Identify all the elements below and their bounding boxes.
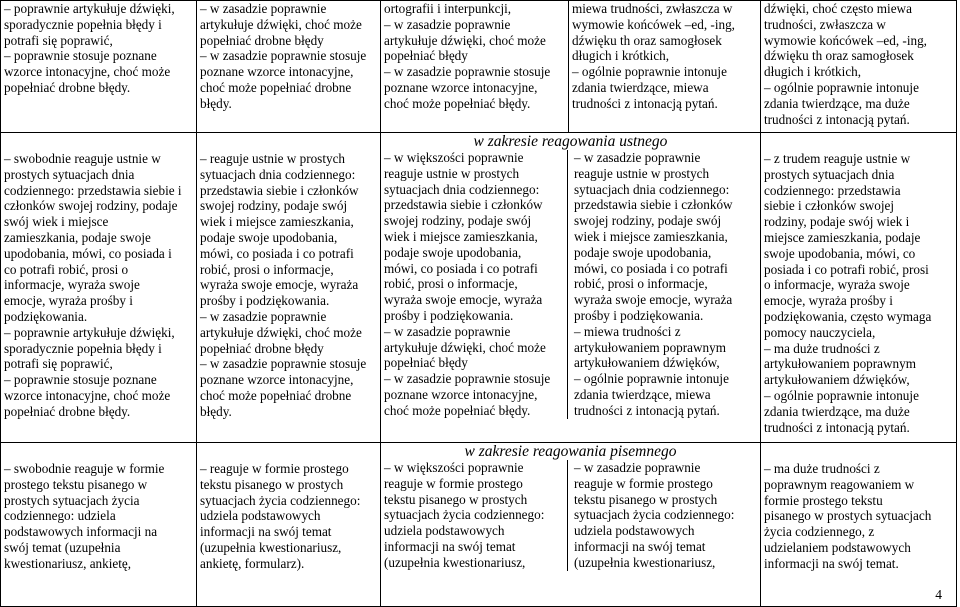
section-heading-writing: w zakresie reagowania pisemnego bbox=[464, 443, 677, 460]
cell-text: – ma duże trudności z poprawnym reagowaniem w formie prostego tekstu pisanego w prostych sytuacjach życia codziennego, z udzielaniem podstawowych informacji na swój temat. bbox=[764, 461, 932, 571]
table-cell-merged bbox=[381, 133, 761, 443]
cell-text: – swobodnie reaguje ustnie w prostych sytuacjach dnia codziennego: przedstawia siebie i członków swojej rodziny, podaje swój wiek i miejsce zamieszkania, podaje swoje upodobania, mówi, co posiada i co potrafi robić, prosi o informacje, wyraża swoje emocje, wyraża prośby i podziękowania. – poprawnie artykułuje dźwięki, sporadycznie popełnia błędy i potrafi się poprawić, – poprawnie stosuje poznane wzorce intonacyjne, choć może popełniać drobne błędy. bbox=[4, 151, 182, 419]
cell-text: – z trudem reaguje ustnie w prostych sytuacjach dnia codziennego: przedstawia siebie i członków swojej rodziny, podaje swój wiek i miejsce zamieszkania, podaje swoje upodobania, mówi, co posiada i co potrafi robić, prosi o informacje, wyraża swoje emocje, wyraża prośby i podziękowania, często wymaga pomocy nauczyciela, – ma duże trudności z artykułowaniem poprawnym artykułowaniem dźwięków, – ogólnie poprawnie intonuje zdania twierdzące, ma duże trudności z intonacją pytań. bbox=[764, 151, 932, 435]
table-cell bbox=[197, 133, 381, 443]
cell-text: dźwięki, choć często miewa trudności, zwłaszcza w wymowie końcówek –ed, -ing, dźwięku th oraz samogłosek długich i krótkich, – ogólnie poprawnie intonuje zdania twierdzące, ma duże trudności z intonacją pytań. bbox=[764, 1, 927, 127]
table-cell bbox=[1, 443, 197, 607]
spacer bbox=[200, 133, 378, 151]
cell-text: – swobodnie reaguje w formie prostego tekstu pisanego w prostych sytuacjach życia codziennego: udziela podstawowych informacji na swój temat (uzupełnia kwestionariusz, ankietę, bbox=[4, 461, 165, 571]
table-cell bbox=[1, 133, 197, 443]
table-cell bbox=[761, 443, 957, 607]
table-cell bbox=[1, 1, 197, 133]
spacer bbox=[200, 443, 378, 461]
table-row-speaking bbox=[1, 133, 957, 443]
table-row-pronunciation bbox=[1, 1, 957, 133]
table-cell bbox=[569, 1, 761, 133]
merged-cell-columns bbox=[381, 460, 760, 571]
table-cell bbox=[761, 1, 957, 133]
table-cell bbox=[197, 443, 381, 607]
section-heading-speaking: w zakresie reagowania ustnego bbox=[473, 133, 668, 150]
table-cell-merged bbox=[381, 443, 761, 607]
cell-text: miewa trudności, zwłaszcza w wymowie końcówek –ed, -ing, dźwięku th oraz samogłosek długich i krótkich, – ogólnie poprawnie intonuje zdania twierdzące, miewa trudności z intonacją pytań. bbox=[572, 1, 735, 111]
table-cell bbox=[197, 1, 381, 133]
cell-text: – reaguje ustnie w prostych sytuacjach dnia codziennego: przedstawia siebie i członków swojej rodziny, podaje swój wiek i miejsce zamieszkania, podaje swoje upodobania, mówi, co posiada i co potrafi robić, prosi o informacje, wyraża swoje emocje, wyraża prośby i podziękowania. – w zasadzie poprawnie artykułuje dźwięki, choć może popełniać drobne błędy – w zasadzie poprawnie stosuje poznane wzorce intonacyjne, choć może popełniać drobne błędy. bbox=[200, 151, 367, 419]
spacer bbox=[764, 443, 954, 461]
table-cell bbox=[381, 1, 569, 133]
cell-text: – w zasadzie poprawnie artykułuje dźwięki, choć może popełniać drobne błędy – w zasadzie poprawnie stosuje poznane wzorce intonacyjne, choć może popełniać drobne błędy. bbox=[200, 1, 367, 111]
cell-text: – reaguje w formie prostego tekstu pisanego w prostych sytuacjach życia codziennego: udziela podstawowych informacji na swój temat (uzupełnia kwestionariusz, ankietę, formularz). bbox=[200, 461, 361, 571]
cell-text: – w większości poprawnie reaguje ustnie w prostych sytuacjach dnia codziennego: przedstawia siebie i członków swojej rodziny, podaje swój wiek i miejsce zamieszkania, podaje swoje upodobania, mówi, co posiada i co potrafi robić, prosi o informacje, wyraża swoje emocje, wyraża prośby i podziękowania. – w zasadzie poprawnie artykułuje dźwięki, choć może popełniać błędy – w zasadzie poprawnie stosuje poznane wzorce intonacyjne, choć może popełniać błędy. bbox=[381, 150, 568, 419]
cell-text: ortografii i interpunkcji, – w zasadzie poprawnie artykułuje dźwięki, choć może popełniać błędy – w zasadzie poprawnie stosuje poznane wzorce intonacyjne, choć może popełniać błędy. bbox=[384, 1, 551, 111]
spacer bbox=[4, 443, 194, 461]
table-cell bbox=[761, 133, 957, 443]
cell-text: – w zasadzie poprawnie reaguje ustnie w prostych sytuacjach dnia codziennego: przedstawia siebie i członków swojej rodziny, podaje swój wiek i miejsce zamieszkania, podaje swoje upodobania, mówi, co posiada i co potrafi robić, prosi o informacje, wyraża swoje emocje, wyraża prośby i podziękowania. – miewa trudności z artykułowaniem poprawnym artykułowaniem dźwięków, – ogólnie poprawnie intonuje zdania twierdzące, miewa trudności z intonacją pytań. bbox=[574, 150, 733, 418]
cell-text: – w większości poprawnie reaguje w formie prostego tekstu pisanego w prostych sytuacjach życia codziennego: udziela podstawowych informacji na swój temat (uzupełnia kwestionariusz, bbox=[381, 460, 568, 571]
merged-cell-columns bbox=[381, 150, 760, 419]
cell-text: – poprawnie artykułuje dźwięki, sporadycznie popełnia błędy i potrafi się poprawić, – poprawnie stosuje poznane wzorce intonacyjne, choć może popełniać drobne błędy. bbox=[4, 1, 175, 95]
cell-text: – w zasadzie poprawnie reaguje w formie prostego tekstu pisanego w prostych sytuacjach życia codziennego: udziela podstawowych informacji na swój temat (uzupełnia kwestionariusz, bbox=[574, 460, 735, 570]
spacer bbox=[764, 133, 954, 151]
page-number: 4 bbox=[935, 587, 942, 602]
table-row-writing bbox=[1, 443, 957, 607]
spacer bbox=[4, 133, 194, 151]
